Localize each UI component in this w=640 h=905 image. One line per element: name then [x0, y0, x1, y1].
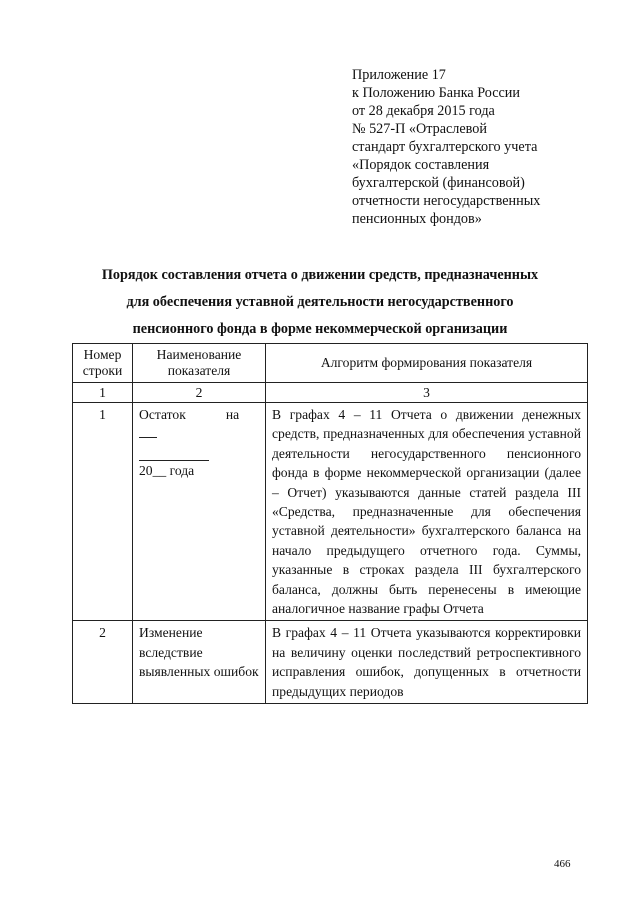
header-algorithm: Алгоритм формирования показателя [266, 344, 588, 383]
appendix-line: пенсионных фондов» [352, 211, 482, 227]
table-row [73, 621, 588, 704]
indicator-name-cell: Изменение вследствие выявленных ошибок [133, 621, 266, 704]
column-number-row [73, 383, 588, 403]
indicator-name-text: 20__ года [139, 462, 195, 478]
appendix-reference [352, 66, 612, 228]
appendix-line: «Порядок составления [352, 157, 490, 173]
column-number: 2 [133, 383, 266, 403]
indicator-name-text: Остаток [139, 407, 186, 422]
title-line: пенсионного фонда в форме некоммерческой организации [132, 321, 508, 337]
header-row-number: Номер строки [73, 344, 133, 383]
indicator-name-cell [133, 403, 266, 621]
row-number: 1 [73, 403, 133, 621]
indicator-name-text: на [225, 407, 240, 422]
appendix-line: от 28 декабря 2015 года [352, 103, 495, 119]
title-line: для обеспечения уставной деятельности негосударственного [126, 294, 514, 310]
algorithm-cell: В графах 4 – 11 Отчета о движении денежных средств, предназначенных для обеспечения уставной деятельности негосударственного пенсионного фонда в форме некоммерческой организации (далее – Отчет) указываются данные статей раздела III «Средства, предназначенные для обеспечения уставной деятельности» бухгалтерского баланса на начало предыдущего отчетного года. Суммы, указанные в строках раздела III бухгалтерского баланса, должны быть перенесены в имеющие аналогичное название графы Отчета [266, 403, 588, 621]
row-number: 2 [73, 621, 133, 704]
algorithm-cell: В графах 4 – 11 Отчета указываются корректировки на величину оценки последствий ретроспективного исправления ошибок, допущенных в отчетности предыдущих периодов [266, 621, 588, 704]
date-blank [139, 425, 157, 438]
appendix-line: Приложение 17 [352, 67, 446, 83]
appendix-line: стандарт бухгалтерского учета [352, 139, 538, 155]
column-number: 3 [266, 383, 588, 403]
title-line: Порядок составления отчета о движении средств, предназначенных [101, 267, 539, 283]
column-number: 1 [73, 383, 133, 403]
appendix-line: к Положению Банка России [352, 85, 520, 101]
table-header-row [73, 344, 588, 383]
appendix-line: отчетности негосударственных [352, 193, 541, 209]
table-row [73, 403, 588, 621]
appendix-line: № 527-П «Отраслевой [352, 121, 487, 137]
indicator-name-line1 [139, 405, 259, 444]
appendix-line: бухгалтерской (финансовой) [352, 175, 525, 191]
page-number: 466 [554, 858, 571, 870]
header-indicator-name: Наименование показателя [133, 344, 266, 383]
document-title [40, 262, 600, 343]
date-blank-line [139, 444, 209, 461]
indicator-table [72, 343, 588, 704]
